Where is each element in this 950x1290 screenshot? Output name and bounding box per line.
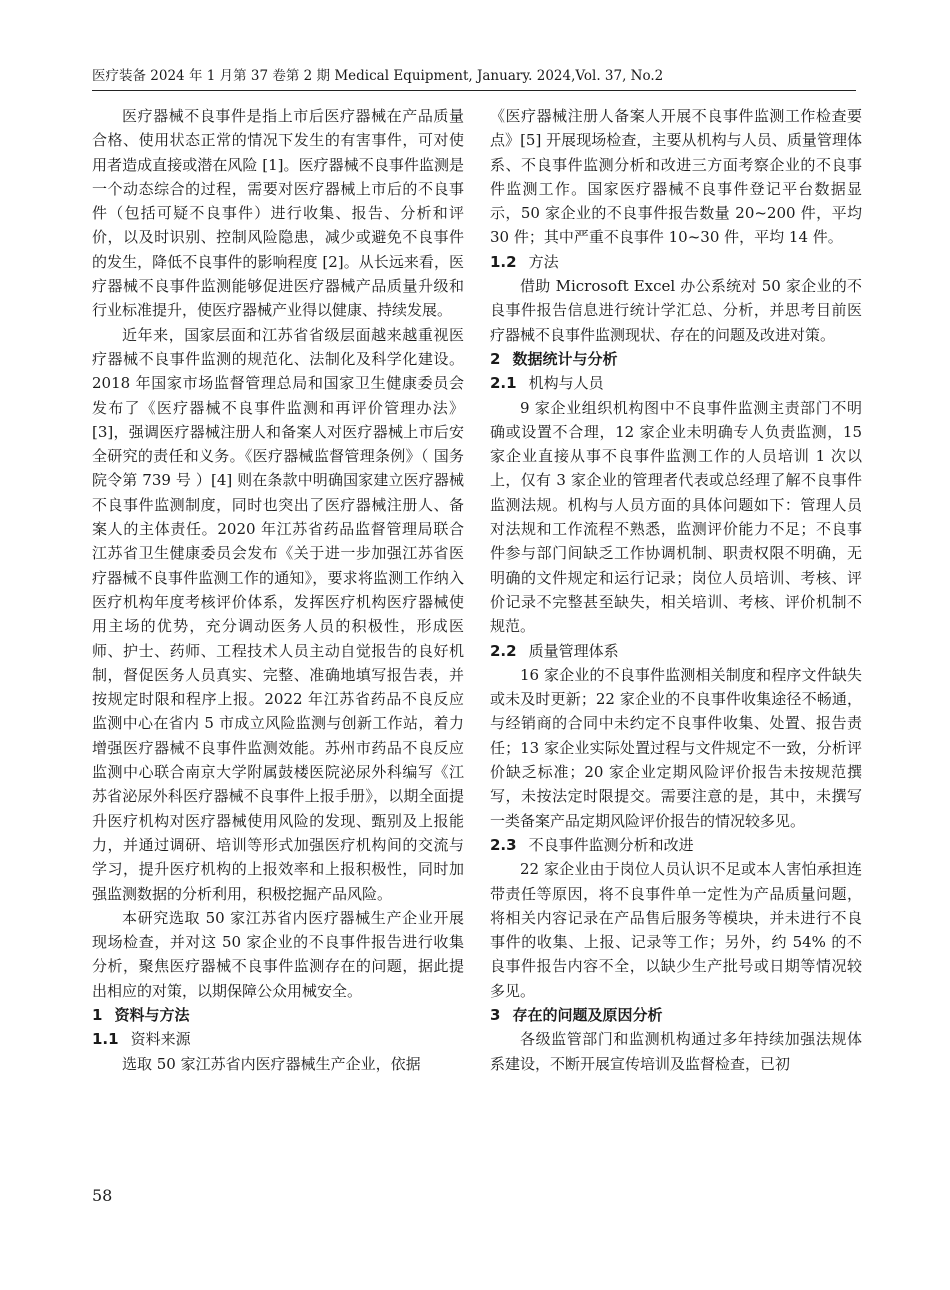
subsection-number: 2.2 — [490, 641, 517, 660]
page-number: 58 — [92, 1186, 113, 1205]
organization-paragraph: 9 家企业组织机构图中不良事件监测主责部门不明确或设置不合理，12 家企业未明确专人负责监测，15 家企业直接从事不良事件监测工作的人员培训 1 次以上，仅有 3 家企业的管理者代表或总经理了解不良事件监测法规。机构与人员方面的具体问题如下：管理人员对法规和工作流程不熟悉，监测评价能力不足；不良事件参与部门间缺乏工作协调机制、职责权限不明确，无明确的文件规定和运行记录；岗位人员培训、考核、评价记录不完整甚至缺失，相关培训、考核、评价机制不规范。 — [490, 398, 862, 636]
intro-paragraph-1: 医疗器械不良事件是指上市后医疗器械在产品质量合格、使用状态正常的情况下发生的有害事件，可对使用者造成直接或潜在风险 [1]。医疗器械不良事件监测是一个动态综合的过程，需要对医疗器械上市后的不良事件（包括可疑不良事件）进行收集、报告、分析和评价，以及时识别、控制风险隐患，减少或避免不良事件的发生，降低不良事件的影响程度 [2]。从长远来看，医疗器械不良事件监测能够促进医疗器械产品质量升级和行业标准提升，使医疗器械产业得以健康、持续发展。 — [92, 107, 464, 320]
subsection-title: 方法 — [528, 252, 559, 271]
section-heading-3 — [490, 1003, 862, 1027]
intro-paragraph-3: 本研究选取 50 家江苏省内医疗器械生产企业开展现场检查，并对这 50 家企业的不良事件报告进行收集分析，聚焦医疗器械不良事件监测存在的问题，据此提出相应的对策，以期保障公众用械安全。 — [92, 908, 464, 1000]
analysis-paragraph: 22 家企业由于岗位人员认识不足或本人害怕承担连带责任等原因，将不良事件单一定性为产品质量问题，将相关内容记录在产品售后服务等模块，并未进行不良事件的收集、上报、记录等工作；另外，约 54% 的不良事件报告内容不全，以缺少生产批号或日期等情况较多见。 — [490, 860, 862, 1000]
section-heading-1 — [92, 1003, 464, 1027]
section-title: 存在的问题及原因分析 — [512, 1005, 663, 1024]
subsection-number: 2.3 — [490, 835, 517, 854]
subsection-heading-1-1 — [92, 1027, 464, 1051]
right-column — [490, 104, 862, 1076]
section-number: 2 — [490, 349, 501, 368]
subsection-number: 1.1 — [92, 1030, 119, 1049]
subsection-title: 机构与人员 — [528, 374, 604, 393]
subsection-heading-2-2 — [490, 639, 862, 663]
methods-paragraph-1: 选取 50 家江苏省内医疗器械生产企业，依据 — [122, 1054, 421, 1073]
subsection-heading-2-3 — [490, 833, 862, 857]
subsection-title: 质量管理体系 — [528, 641, 619, 660]
subsection-title: 资料来源 — [130, 1030, 191, 1049]
method-paragraph: 借助 Microsoft Excel 办公系统对 50 家企业的不良事件报告信息进行统计学汇总、分析，并思考目前医疗器械不良事件监测现状、存在的问题及改进对策。 — [490, 277, 862, 344]
subsection-number: 1.2 — [490, 252, 517, 271]
problems-paragraph: 各级监管部门和监测机构通过多年持续加强法规体系建设，不断开展宣传培训及监督检查，已初 — [490, 1030, 862, 1073]
source-paragraph-continued: 《医疗器械注册人备案人开展不良事件监测工作检查要点》[5] 开展现场检查，主要从机构与人员、质量管理体系、不良事件监测分析和改进三方面考察企业的不良事件监测工作。国家医疗器械不良事件登记平台数据显示，50 家企业的不良事件报告数量 20~200 件，平均 30 件；其中严重不良事件 10~30 件，平均 14 件。 — [490, 107, 862, 247]
subsection-title: 不良事件监测分析和改进 — [528, 835, 694, 854]
left-column — [92, 104, 464, 1076]
section-heading-2 — [490, 347, 862, 371]
section-title: 资料与方法 — [114, 1005, 190, 1024]
intro-paragraph-2: 近年来，国家层面和江苏省省级层面越来越重视医疗器械不良事件监测的规范化、法制化及科学化建设。2018 年国家市场监督管理总局和国家卫生健康委员会发布了《医疗器械不良事件监测和再评价管理办法》[3]，强调医疗器械注册人和备案人对医疗器械上市后安全研究的责任和义务。《医疗器械监督管理条例》（ 国务院令第 739 号 ）[4] 则在条款中明确国家建立医疗器械不良事件监测制度，同时也突出了医疗器械注册人、备案人的主体责任。2020 年江苏省药品监督管理局联合江苏省卫生健康委员会发布《关于进一步加强江苏省医疗器械不良事件监测工作的通知》，要求将监测工作纳入医疗机构年度考核评价体系，发挥医疗机构医疗器械使用主场的优势，充分调动医务人员的积极性，形成医师、护士、药师、工程技术人员主动自觉报告的良好机制，督促医务人员真实、完整、准确地填写报告表，并按规定时限和程序上报。2022 年江苏省药品不良反应监测中心在省内 5 市成立风险监测与创新工作站，着力增强医疗器械不良事件监测效能。苏州市药品不良反应监测中心联合南京大学附属鼓楼医院泌尿外科编写《江苏省泌尿外科医疗器械不良事件上报手册》，以期全面提升医疗机构对医疗器械使用风险的发现、甄别及上报能力，并通过调研、培训等形式加强医疗机构间的交流与学习，提升医疗机构的上报效率和上报积极性，同时加强监测数据的分析利用，积极挖掘产品风险。 — [92, 325, 464, 903]
section-number: 1 — [92, 1005, 103, 1024]
subsection-heading-2-1 — [490, 371, 862, 395]
section-number: 3 — [490, 1005, 501, 1024]
subsection-heading-1-2 — [490, 250, 862, 274]
header-rule — [92, 90, 856, 91]
running-header: 医疗装备 2024 年 1 月第 37 卷第 2 期 Medical Equipment, January. 2024,Vol. 37, No.2 — [92, 68, 664, 84]
quality-paragraph: 16 家企业的不良事件监测相关制度和程序文件缺失或未及时更新；22 家企业的不良事件收集途径不畅通，与经销商的合同中未约定不良事件收集、处置、报告责任；13 家企业实际处置过程与文件规定不一致，分析评价缺乏标准；20 家企业定期风险评价报告未按规范撰写，未按法定时限提交。需要注意的是，其中，未撰写一类备案产品定期风险评价报告的情况较多见。 — [490, 665, 862, 830]
subsection-number: 2.1 — [490, 374, 517, 393]
section-title: 数据统计与分析 — [512, 349, 618, 368]
